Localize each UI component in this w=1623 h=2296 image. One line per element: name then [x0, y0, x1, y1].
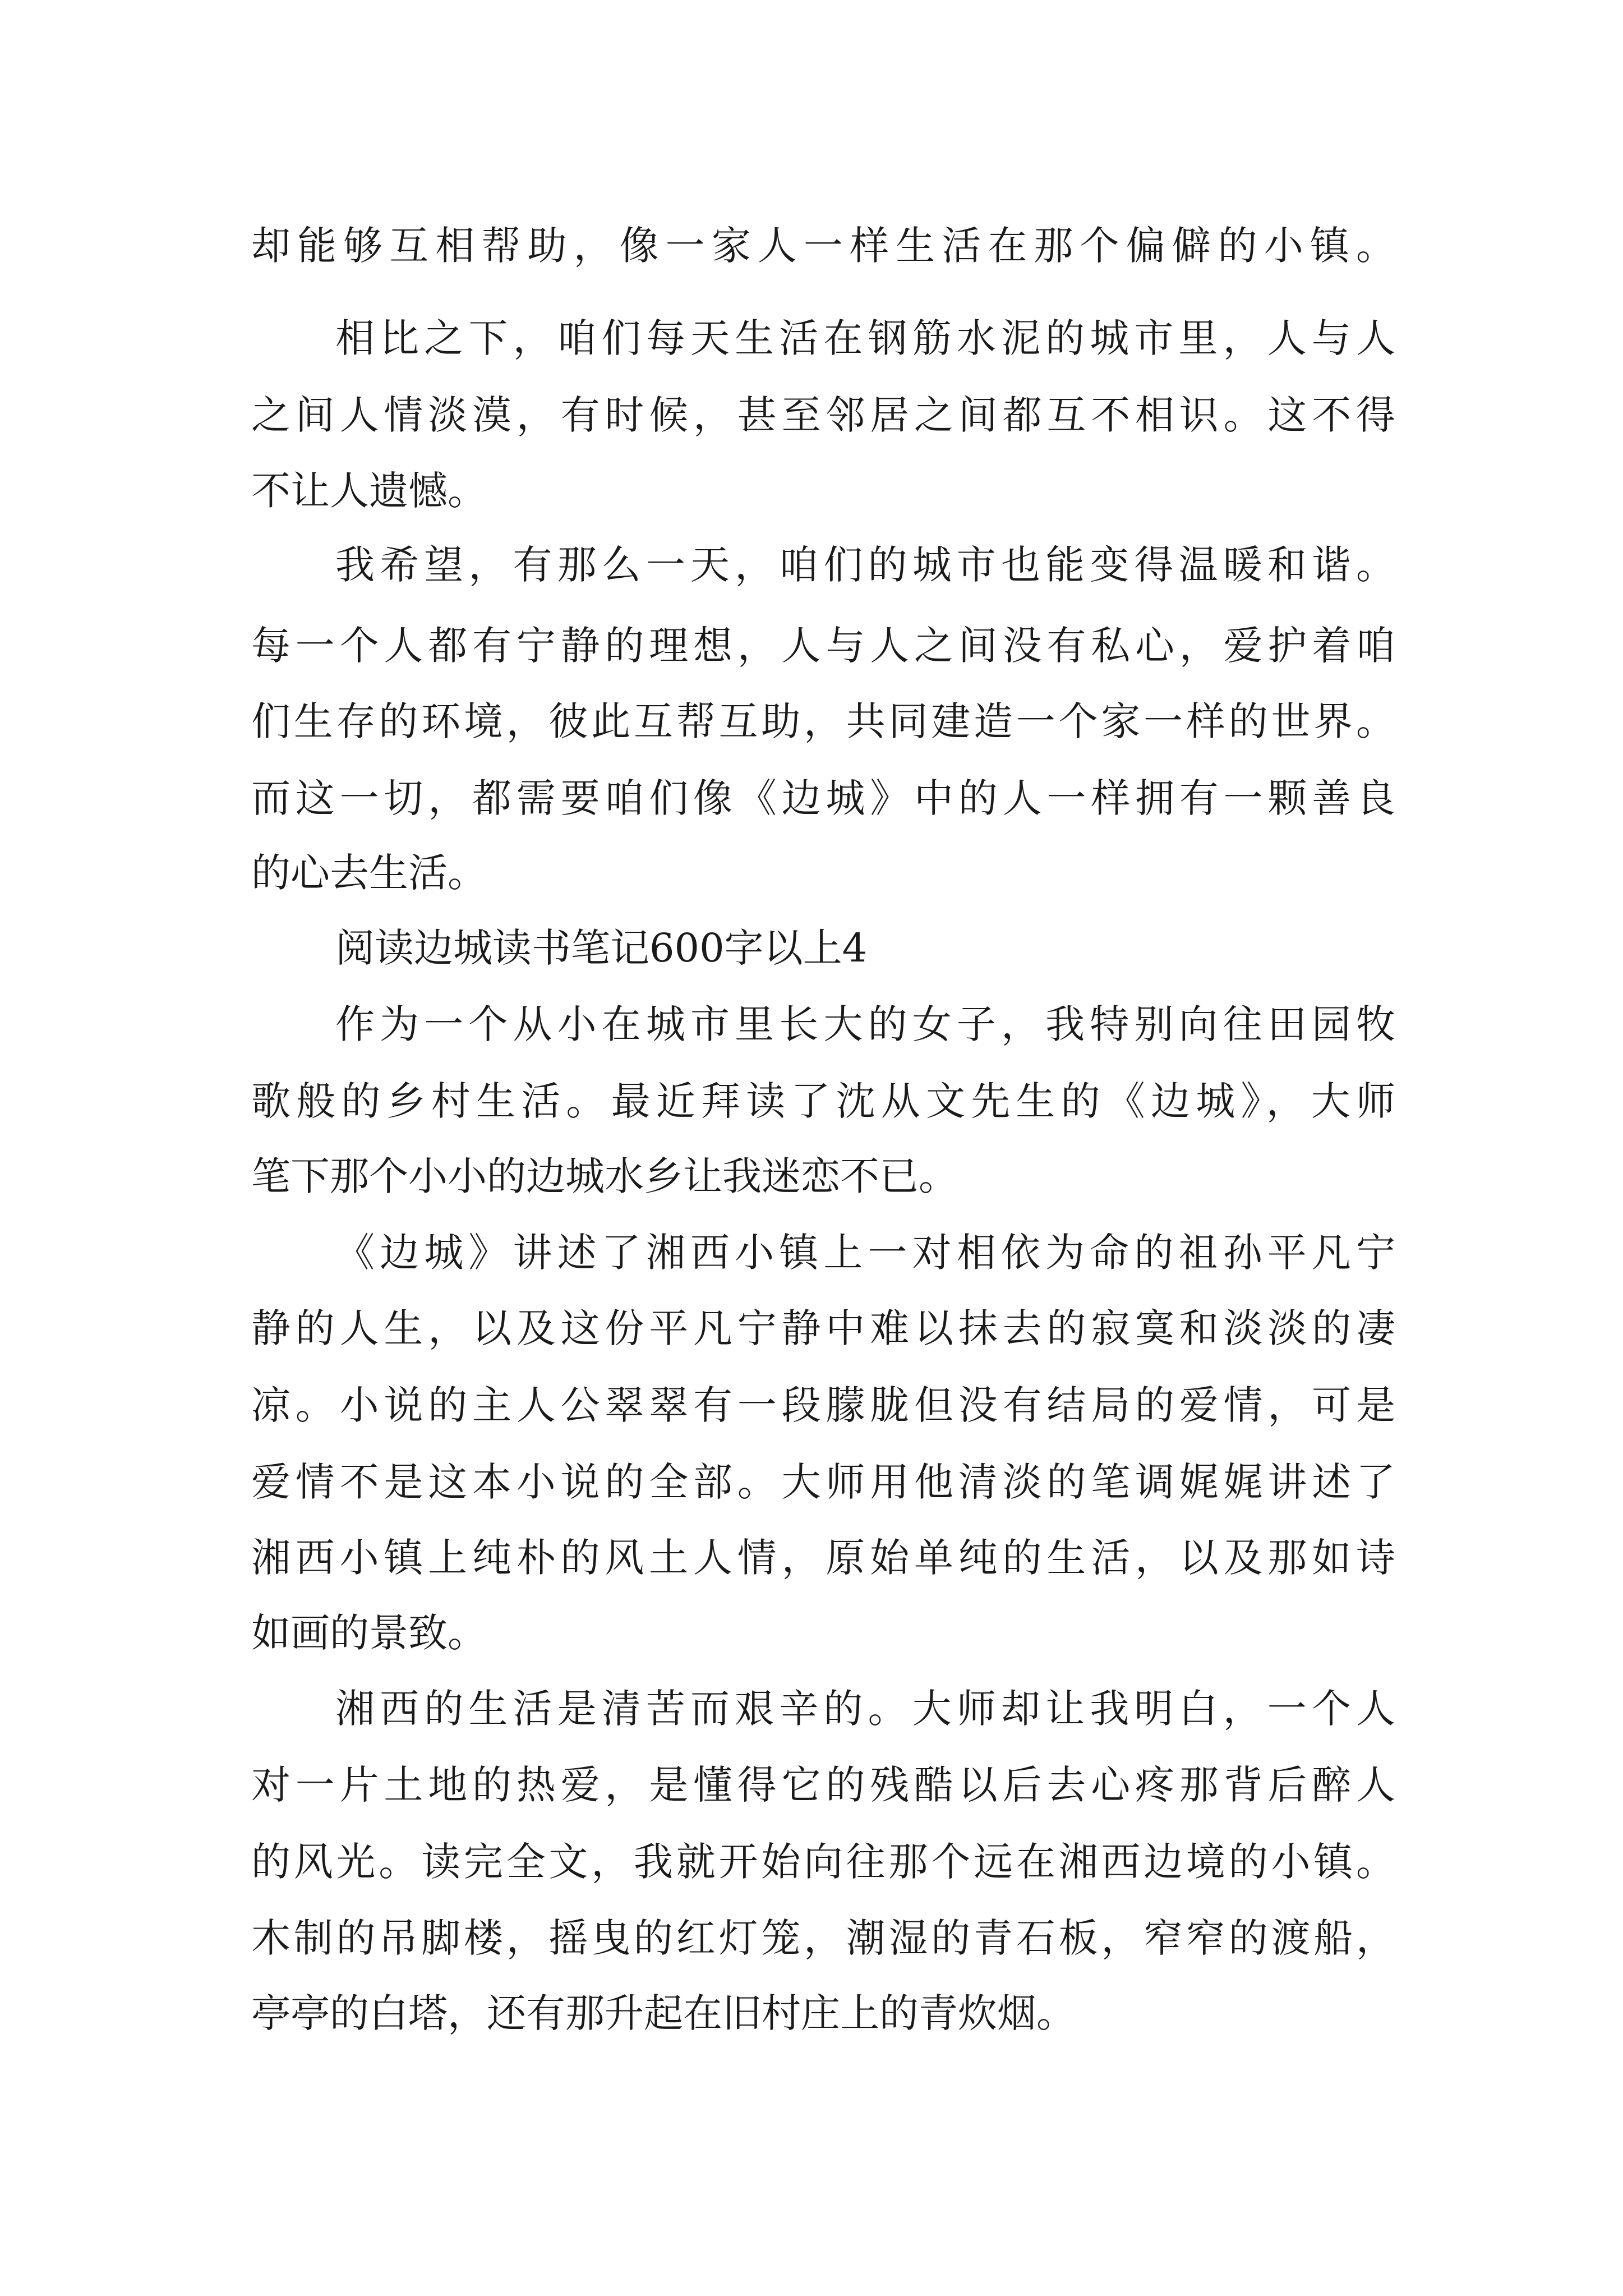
paragraph-line: 每一个人都有宁静的理想，人与人之间没有私心，爱护着咱: [251, 623, 1395, 669]
paragraph-line: 湘西小镇上纯朴的风土人情，原始单纯的生活，以及那如诗: [251, 1535, 1395, 1581]
paragraph-line: 笔下那个小小的边城水乡让我迷恋不已。: [251, 1153, 958, 1199]
paragraph-line: 亭亭的白塔，还有那升起在旧村庄上的青炊烟。: [251, 1990, 1076, 2036]
paragraph-line: 如画的景致。: [251, 1610, 487, 1656]
paragraph-line: 静的人生，以及这份平凡宁静中难以抹去的寂寞和淡淡的凄: [251, 1305, 1395, 1351]
section-heading: 阅读边城读书笔记600字以上4: [335, 925, 868, 971]
paragraph-line: 歌般的乡村生活。最近拜读了沈从文先生的《边城》，大师: [251, 1078, 1395, 1124]
paragraph-line: 却能够互相帮助，像一家人一样生活在那个偏僻的小镇。: [251, 223, 1395, 269]
paragraph-line: 的风光。读完全文，我就开始向往那个远在湘西边境的小镇。: [251, 1839, 1395, 1885]
paragraph-line: 凉。小说的主人公翠翠有一段朦胧但没有结局的爱情，可是: [251, 1382, 1395, 1428]
paragraph-line: 我希望，有那么一天，咱们的城市也能变得温暖和谐。: [335, 542, 1395, 588]
paragraph-line: 木制的吊脚楼，摇曳的红灯笼，潮湿的青石板，窄窄的渡船，: [251, 1915, 1395, 1961]
paragraph-line: 之间人情淡漠，有时候，甚至邻居之间都互不相识。这不得: [251, 392, 1395, 438]
paragraph-line: 的心去生活。: [251, 850, 487, 896]
paragraph-line: 《边城》讲述了湘西小镇上一对相依为命的祖孙平凡宁: [335, 1230, 1395, 1276]
paragraph-line: 湘西的生活是清苦而艰辛的。大师却让我明白，一个人: [335, 1686, 1395, 1732]
paragraph-line: 爱情不是这本小说的全部。大师用他清淡的笔调娓娓讲述了: [251, 1459, 1395, 1505]
paragraph-line: 对一片土地的热爱，是懂得它的残酷以后去心疼那背后醉人: [251, 1762, 1395, 1808]
paragraph-line: 们生存的环境，彼此互帮互助，共同建造一个家一样的世界。: [251, 698, 1395, 744]
paragraph-line: 相比之下，咱们每天生活在钢筋水泥的城市里，人与人: [335, 315, 1395, 361]
paragraph-line: 作为一个从小在城市里长大的女子，我特别向往田园牧: [335, 1001, 1395, 1047]
paragraph-line: 不让人遗憾。: [251, 468, 487, 514]
paragraph-line: 而这一切，都需要咱们像《边城》中的人一样拥有一颗善良: [251, 775, 1395, 821]
